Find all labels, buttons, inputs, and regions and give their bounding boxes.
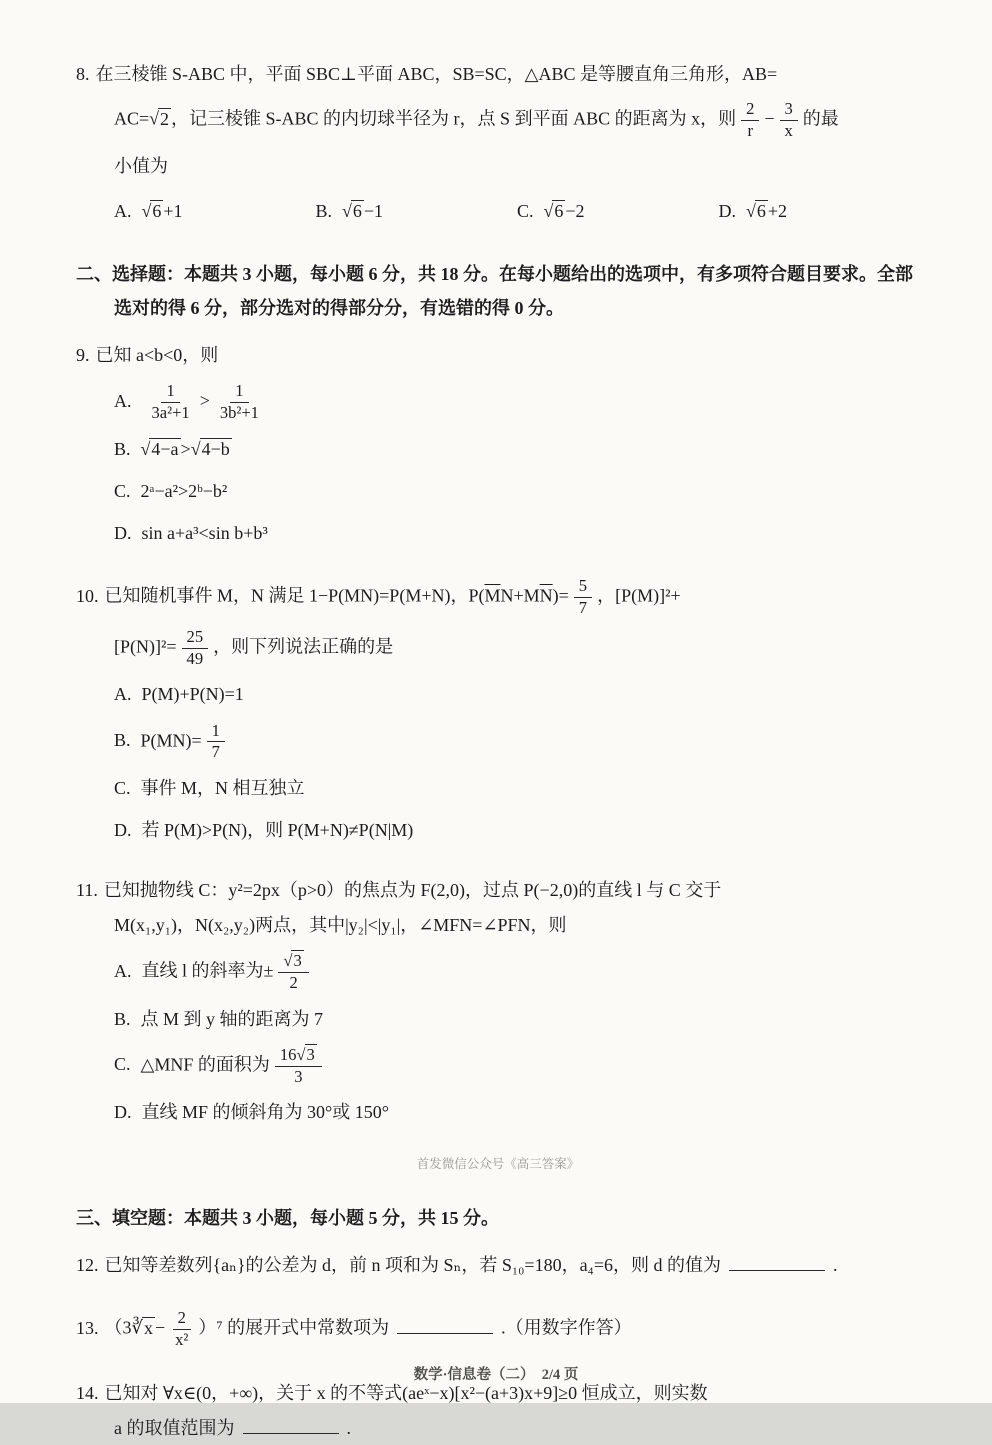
option-text: P(M)+P(N)=1	[141, 684, 244, 705]
numerator: 5	[574, 576, 592, 598]
option-d	[719, 195, 921, 228]
option-d	[114, 814, 920, 847]
fraction	[207, 721, 225, 763]
section-2-heading: 二、选择题：本题共 3 小题，每小题 6 分，共 18 分。在每小题给出的选项中，有多项符合题目要求。全部选对的得 6 分，部分选对的得部分分，有选错的得 0 分。	[76, 264, 913, 318]
answer-blank	[243, 1416, 339, 1434]
relation: >	[199, 390, 210, 411]
question-10-line-1	[76, 576, 920, 618]
option-label: A.	[114, 684, 132, 705]
option-label: A.	[114, 201, 132, 221]
option-label: C.	[114, 778, 131, 798]
question-9-stem	[76, 339, 920, 372]
denominator: r	[747, 121, 753, 140]
numerator	[275, 1045, 322, 1067]
fraction	[278, 951, 308, 993]
fraction	[182, 627, 209, 669]
radicand: 6	[152, 201, 162, 221]
numerator	[278, 951, 308, 973]
question-text: [P(N)]²=	[114, 636, 177, 657]
option-label: B.	[114, 438, 131, 459]
sqrt-icon: √	[746, 201, 755, 221]
option-text: 点 M 到 y 轴的距离为 7	[140, 1008, 324, 1029]
question-10-line-2	[114, 627, 920, 669]
question-text: .	[832, 1255, 838, 1276]
radicand: 4−b	[201, 438, 230, 459]
option-c	[114, 475, 920, 508]
option-b	[114, 433, 920, 466]
question-11	[76, 874, 920, 1130]
option-label: C.	[517, 201, 534, 221]
denominator: x	[784, 121, 793, 140]
option-label: D.	[114, 1102, 132, 1123]
overline-N: $\overline{N}$	[539, 585, 553, 606]
question-14-line-2	[114, 1412, 920, 1445]
fraction	[275, 1045, 322, 1087]
option-label: D.	[718, 201, 736, 221]
option-a	[114, 381, 920, 423]
option-a	[114, 951, 920, 993]
question-text: 已知等差数列{aₙ}的公差为 d，前 n 项和为 Sₙ，若 S₁₀=180，a₄=6，则 d 的值为	[104, 1255, 721, 1276]
option-text: 若 P(M)>P(N)，则 P(M+N)≠P(N|M)	[141, 820, 414, 841]
radicand: 3	[293, 951, 302, 971]
option-label: A.	[114, 960, 132, 981]
question-8	[76, 58, 920, 228]
sqrt-icon: √	[190, 438, 200, 459]
fraction	[215, 381, 264, 423]
question-11-line-2: M(x₁,y₁)，N(x₂,y₂)两点，其中|y₂|<|y₁|，∠MFN=∠PFN，则	[114, 914, 567, 935]
option-a	[114, 678, 920, 711]
sqrt-icon: √	[283, 951, 292, 971]
question-number: 9.	[76, 344, 90, 365]
operator: −	[154, 1317, 166, 1338]
fraction	[170, 1308, 193, 1350]
denominator: 49	[186, 648, 204, 668]
cube-root-icon: ∛	[131, 1317, 142, 1338]
question-number: 11.	[76, 879, 98, 900]
question-text: 已知随机事件 M，N 满足 1−P(MN)=P(M+N)，P(	[104, 585, 485, 606]
question-text: 已知 a<b<0，则	[95, 344, 219, 365]
question-text: ，记三棱锥 S-ABC 的内切球半径为 r，点 S 到平面 ABC 的距离为 x，则	[171, 108, 737, 129]
numerator: 1	[161, 381, 179, 403]
question-number: 12.	[76, 1255, 99, 1276]
sqrt-icon: √	[149, 108, 159, 129]
denominator: x²	[175, 1330, 189, 1350]
option-d	[114, 1096, 920, 1129]
question-text: a 的取值范围为	[114, 1418, 235, 1439]
option-text: 2ᵃ−a²>2ᵇ−b²	[140, 480, 228, 501]
overline-M: $\overline{M}$	[484, 585, 501, 606]
sqrt-icon: √	[296, 1044, 305, 1064]
question-text: AC=	[114, 108, 150, 129]
question-number: 14.	[76, 1382, 99, 1403]
radicand: x	[143, 1317, 153, 1338]
option-text: +1	[163, 201, 183, 221]
fraction	[574, 576, 592, 618]
option-label: C.	[114, 480, 131, 501]
question-number: 13.	[76, 1317, 99, 1338]
radicand: 3	[306, 1044, 315, 1064]
numerator: 1	[207, 721, 225, 743]
numerator: 2	[173, 1308, 191, 1330]
option-label: B.	[114, 729, 131, 750]
option-c	[114, 1045, 920, 1087]
fraction	[780, 99, 798, 141]
question-text: .	[346, 1418, 351, 1439]
numerator: 2	[741, 99, 759, 121]
question-text: 在三棱锥 S-ABC 中，平面 SBC⊥平面 ABC，SB=SC，△ABC 是等腰直角三角形，AB=	[95, 64, 778, 84]
radicand: 6	[352, 201, 362, 221]
radicand: 6	[756, 201, 766, 221]
question-text: 已知抛物线 C：y²=2px（p>0）的焦点为 F(2,0)，过点 P(−2,0)的直线 l 与 C 交于	[103, 879, 722, 900]
sqrt-icon: √	[342, 201, 351, 221]
radicand: 6	[554, 201, 564, 221]
option-text: △MNF 的面积为	[140, 1054, 270, 1075]
question-12	[76, 1249, 920, 1282]
question-text: 已知对 ∀x∈(0，+∞)，关于 x 的不等式(aeˣ−x)[x²−(a+3)x+9]≥0 恒成立，则实数	[104, 1382, 708, 1403]
numerator: 3	[780, 99, 798, 121]
answer-blank	[397, 1316, 493, 1334]
denominator: 7	[578, 598, 588, 618]
answer-blank	[729, 1253, 825, 1271]
option-b	[114, 1003, 920, 1036]
option-label: B.	[114, 1008, 131, 1029]
sqrt-icon: √	[543, 201, 553, 221]
question-number: 8.	[76, 64, 90, 84]
option-label: B.	[315, 201, 333, 221]
option-text: P(MN)=	[140, 729, 202, 750]
question-8-line-3: 小值为	[114, 155, 168, 176]
question-13-line	[76, 1308, 920, 1350]
question-9	[76, 339, 920, 551]
option-text: −2	[565, 201, 585, 221]
option-text: 事件 M，N 相互独立	[140, 778, 305, 798]
denominator: 3b²+1	[219, 402, 259, 422]
option-label: D.	[114, 523, 132, 544]
denominator: 3	[294, 1066, 303, 1086]
question-text: ，[P(M)]²+	[597, 585, 681, 606]
section-3-heading: 三、填空题：本题共 3 小题，每小题 5 分，共 15 分。	[76, 1207, 499, 1228]
question-12-line	[76, 1249, 920, 1282]
relation: >	[180, 438, 191, 459]
sqrt-icon: √	[140, 438, 150, 459]
option-text: +2	[767, 201, 788, 221]
radicand: 2	[160, 108, 170, 129]
operator: −	[764, 108, 775, 129]
denominator: 7	[211, 742, 220, 762]
question-10	[76, 576, 920, 847]
question-11-line-1	[76, 874, 920, 907]
numerator: 1	[230, 381, 248, 403]
watermark: 首发微信公众号《高三答案》	[416, 1156, 580, 1171]
option-a	[114, 195, 316, 228]
question-text: )=	[552, 585, 569, 606]
option-b	[114, 721, 920, 763]
question-number: 10.	[76, 585, 99, 606]
denominator: 2	[289, 972, 298, 992]
option-text: 直线 MF 的倾斜角为 30°或 150°	[141, 1102, 389, 1123]
question-text: .（用数字作答）	[501, 1317, 632, 1338]
fraction	[147, 381, 195, 423]
page-footer: 数学·信息卷（二） 2/4 页	[413, 1367, 579, 1384]
fraction	[741, 99, 759, 141]
option-text: sin a+a³<sin b+b³	[141, 523, 268, 544]
question-8-line-1	[76, 58, 920, 91]
option-text: 直线 l 的斜率为±	[141, 960, 274, 981]
option-label: D.	[114, 820, 132, 841]
question-13	[76, 1308, 920, 1350]
option-d	[114, 517, 920, 550]
option-label: A.	[114, 390, 132, 411]
sqrt-icon: √	[141, 201, 151, 221]
option-c	[517, 195, 719, 228]
option-b	[316, 195, 518, 228]
option-label: C.	[114, 1054, 131, 1075]
numerator: 25	[182, 627, 209, 649]
question-text: 的最	[802, 108, 839, 129]
option-c	[114, 772, 920, 805]
coefficient: 16	[279, 1044, 297, 1064]
question-text: ）⁷ 的展开式中常数项为	[198, 1317, 390, 1338]
denominator: 3a²+1	[151, 402, 190, 422]
radicand: 4−a	[151, 438, 179, 459]
question-text: ，则下列说法正确的是	[213, 636, 394, 657]
question-8-line-2	[114, 99, 920, 141]
question-8-options	[114, 195, 920, 228]
option-text: −1	[363, 201, 384, 221]
question-text: （3	[104, 1317, 132, 1338]
question-text: N+M	[500, 585, 540, 606]
